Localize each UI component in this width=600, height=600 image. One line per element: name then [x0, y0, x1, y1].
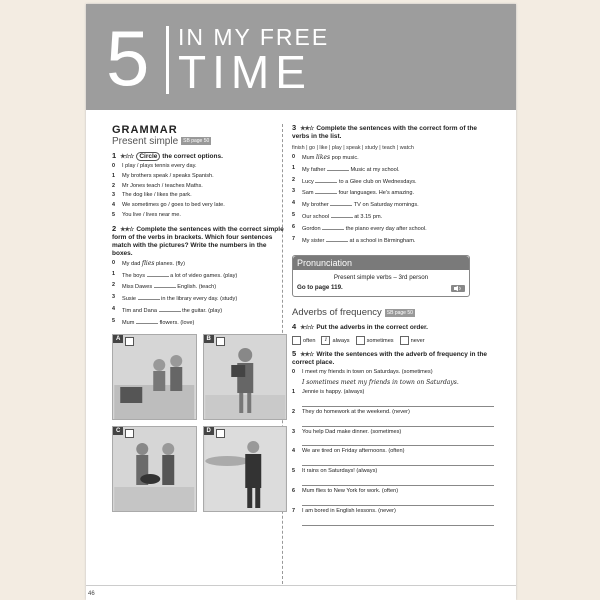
- answer-box[interactable]: [125, 429, 134, 438]
- example-answer: I sometimes meet my friends in town on Saturdays.: [302, 379, 459, 387]
- list-item: [112, 260, 287, 269]
- list-item: [292, 236, 494, 246]
- item-number: 4: [112, 305, 115, 312]
- answer-blank[interactable]: [147, 271, 169, 277]
- answer-blank[interactable]: [138, 294, 160, 300]
- exercise-4-heading: [292, 323, 494, 332]
- answer-blank[interactable]: [159, 306, 181, 312]
- answer-blank[interactable]: [327, 165, 349, 171]
- list-item: [112, 306, 287, 316]
- picture-label: A: [113, 335, 123, 343]
- picture-label: D: [204, 427, 214, 435]
- item-number: 7: [292, 507, 295, 514]
- list-item: [112, 163, 287, 171]
- item-post: flowers. (love): [159, 319, 195, 326]
- item-number: 7: [292, 235, 295, 242]
- pronunciation-goto-row: [297, 283, 465, 293]
- answer-box[interactable]: [125, 337, 134, 346]
- item-number: 6: [292, 223, 295, 230]
- adverbs-heading: [292, 307, 494, 318]
- item-number: 1: [292, 388, 295, 395]
- picture-label: C: [113, 427, 123, 435]
- item-number: 3: [292, 188, 295, 195]
- item-post: at a school in Birmingham.: [349, 237, 416, 244]
- audio-icon[interactable]: [451, 285, 465, 292]
- list-item: [292, 409, 494, 417]
- difficulty-stars: ★☆☆: [300, 325, 314, 332]
- item-pre: Susie: [122, 296, 136, 303]
- exercise-3-heading: [292, 124, 494, 141]
- order-box[interactable]: 1: [321, 336, 330, 345]
- exercise-instruction: Complete the sentences with the correct form of the verbs in the list.: [292, 125, 478, 140]
- exercise-number: 2: [112, 223, 117, 233]
- exercise-1-heading: [112, 152, 287, 161]
- exercise-3-items: [292, 154, 494, 245]
- list-item: [292, 177, 494, 187]
- answer-line[interactable]: [302, 397, 494, 407]
- exercise-number: 3: [292, 123, 297, 132]
- order-box[interactable]: [356, 336, 365, 345]
- list-item: [292, 154, 494, 163]
- answer-box[interactable]: [216, 429, 225, 438]
- list-item: [112, 183, 287, 191]
- picture-label: B: [204, 335, 214, 343]
- unit-banner: [86, 4, 516, 110]
- subheading-text: Present simple: [112, 136, 179, 147]
- item-number: 3: [112, 192, 115, 199]
- item-post: a lot of video games. (play): [170, 272, 238, 279]
- item-number: 2: [292, 408, 295, 415]
- item-text: We are tired on Friday afternoons. (often): [302, 448, 405, 455]
- exercise-5-items: [292, 369, 494, 525]
- list-item: [112, 173, 287, 181]
- picture-d: [203, 426, 288, 512]
- answer-blank[interactable]: [326, 236, 348, 242]
- item-text: The dog like / likes the park.: [122, 192, 192, 199]
- list-item: [112, 282, 287, 292]
- difficulty-stars: ★★☆: [120, 226, 134, 233]
- item-number: 5: [112, 211, 115, 218]
- item-text: I meet my friends in town on Saturdays. (sometimes): [302, 369, 433, 376]
- list-item: [112, 294, 287, 304]
- item-number: 5: [292, 468, 295, 475]
- item-text: Jennie is happy. (always): [302, 388, 365, 395]
- list-item: [292, 224, 494, 234]
- pilot-illustration: [204, 427, 287, 511]
- item-text: I play / plays tennis every day.: [122, 163, 197, 169]
- word-list: finish | go | like | play | speak | study | teach | watch: [292, 145, 414, 151]
- list-item: [112, 271, 287, 281]
- item-number: 4: [292, 448, 295, 455]
- adverb-option[interactable]: [292, 336, 315, 345]
- sb-ref-badge: SB page 50: [183, 138, 210, 145]
- list-item: [292, 165, 494, 175]
- item-number: 4: [292, 200, 295, 207]
- difficulty-stars: ★★☆: [300, 126, 314, 132]
- banner-divider: [166, 26, 169, 94]
- exercise-2-heading: [112, 225, 287, 258]
- boys-gaming-illustration: [113, 335, 196, 419]
- item-number: 2: [112, 282, 115, 289]
- item-number: 5: [292, 211, 295, 218]
- item-text: You help Dad make dinner. (sometimes): [302, 428, 402, 435]
- item-number: 0: [112, 259, 115, 266]
- adverb-option[interactable]: [400, 336, 425, 345]
- answer-blank[interactable]: [315, 177, 337, 183]
- item-text: I am bored in English lessons. (never): [302, 507, 396, 514]
- item-pre: Miss Dawes: [122, 284, 153, 291]
- answer-blank[interactable]: [136, 318, 158, 324]
- adverbs-heading-text: Adverbs of frequency: [292, 307, 382, 319]
- circle-word: Circle: [136, 152, 160, 161]
- item-pre: The boys: [122, 272, 146, 279]
- example-answer-line: [302, 379, 494, 387]
- list-item: [112, 192, 287, 200]
- item-post: Music at my school.: [350, 166, 400, 173]
- unit-title-line2: TIME: [178, 46, 312, 98]
- exercise-number: 5: [292, 349, 297, 359]
- item-post: to a Glee club on Wednesdays.: [338, 178, 417, 185]
- goto-link[interactable]: Go to page 119.: [297, 284, 343, 292]
- item-number: 0: [112, 163, 115, 169]
- answer-line[interactable]: [302, 476, 494, 486]
- item-post: the piano every day after school.: [345, 225, 427, 232]
- item-pre: Lucy: [302, 178, 314, 185]
- item-post: at 3.15 pm.: [354, 213, 383, 220]
- item-text: It rains on Saturdays! (always): [302, 468, 378, 475]
- item-number: 6: [292, 487, 295, 494]
- item-text: They do homework at the weekend. (never): [302, 408, 410, 415]
- list-item: [292, 448, 494, 456]
- adverb-label: always: [332, 338, 350, 345]
- item-number: 0: [292, 154, 295, 160]
- answer-line[interactable]: [302, 436, 494, 446]
- exercise-1-items: [112, 163, 287, 220]
- workbook-page: [86, 4, 516, 600]
- exercise-instruction: Complete the sentences with the correct simple form of the verbs in brackets. Which four sentences match with the pictures? Write the numbers in the boxes.: [112, 225, 284, 257]
- unit-title-line1: IN MY FREE: [178, 24, 330, 50]
- adverb-option[interactable]: [356, 336, 394, 345]
- list-item: [112, 318, 287, 328]
- answer-line[interactable]: [302, 516, 494, 526]
- item-pre: Our school: [302, 213, 330, 220]
- list-item: [112, 202, 287, 210]
- item-pre: My father: [302, 166, 326, 173]
- grammar-subheading: [112, 136, 287, 147]
- item-pre: My dad: [122, 260, 141, 267]
- list-item: [292, 212, 494, 222]
- exercise-number: 4: [292, 322, 297, 332]
- item-post: in the library every day. (study): [161, 296, 238, 303]
- list-item: [112, 212, 287, 220]
- item-number: 3: [112, 294, 115, 301]
- item-text: You live / lives near me.: [122, 211, 181, 218]
- item-pre: My brother: [302, 202, 329, 209]
- exercise-instruction: Put the adverbs in the correct order.: [316, 324, 428, 332]
- picture-b: [203, 334, 288, 420]
- picture-a: [112, 334, 197, 420]
- item-text: My brothers speak / speaks Spanish.: [122, 172, 214, 179]
- item-pre: Mum: [302, 155, 315, 161]
- answer-blank[interactable]: [322, 224, 344, 230]
- answer-box[interactable]: [216, 337, 225, 346]
- list-item: [292, 468, 494, 476]
- answer-blank[interactable]: [315, 188, 337, 194]
- adverb-option[interactable]: [321, 336, 349, 345]
- left-column: [112, 124, 287, 512]
- list-item: [292, 488, 494, 496]
- list-item: [292, 369, 494, 377]
- girl-studying-illustration: [204, 335, 287, 419]
- list-item: [292, 188, 494, 198]
- item-number: 0: [292, 369, 295, 376]
- item-number: 1: [292, 164, 295, 171]
- pronunciation-topic: Present simple verbs – 3rd person: [333, 274, 429, 282]
- item-post: English. (teach): [177, 284, 217, 291]
- list-item: [292, 508, 494, 516]
- answer-line[interactable]: [302, 456, 494, 466]
- sb-ref-badge: SB page 50: [386, 309, 413, 316]
- list-item: [292, 389, 494, 397]
- item-pre: Sam: [302, 190, 314, 197]
- item-post: pop music.: [331, 155, 359, 161]
- example-answer: likes: [316, 154, 331, 161]
- answer-blank[interactable]: [154, 282, 176, 288]
- exercise-instruction: the correct options.: [162, 153, 223, 160]
- exercise-instruction: Write the sentences with the adverb of frequency in the correct place.: [292, 351, 488, 367]
- item-number: 1: [112, 270, 115, 277]
- item-text: Mr Jones teach / teaches Maths.: [122, 182, 203, 189]
- guitar-players-illustration: [113, 427, 196, 511]
- adverb-label: never: [410, 338, 425, 345]
- item-pre: My sister: [302, 237, 325, 244]
- item-post: TV on Saturday mornings.: [353, 202, 419, 209]
- item-pre: Mum: [122, 319, 135, 326]
- item-number: 5: [112, 317, 115, 324]
- pronunciation-heading: Pronunciation: [293, 256, 469, 270]
- adverb-label: sometimes: [366, 338, 394, 345]
- example-answer: flies: [141, 259, 155, 267]
- grammar-heading: GRAMMAR: [112, 124, 178, 136]
- item-post: the guitar. (play): [182, 307, 223, 314]
- item-post: four languages. He's amazing.: [338, 190, 415, 197]
- answer-line[interactable]: [302, 496, 494, 506]
- item-text: We sometimes go / goes to bed very late.: [122, 202, 225, 209]
- exercise-2-items: [112, 260, 287, 328]
- adverb-options: [292, 336, 494, 345]
- list-item: [292, 429, 494, 437]
- item-number: 3: [292, 428, 295, 435]
- item-text: Mum flies to New York for work. (often): [302, 487, 399, 494]
- item-number: 1: [112, 172, 115, 179]
- item-number: 2: [112, 182, 115, 189]
- exercise-number: 1: [112, 151, 117, 160]
- item-pre: Gordon: [302, 225, 321, 232]
- list-item: [292, 200, 494, 210]
- answer-blank[interactable]: [330, 200, 352, 206]
- item-post: planes. (fly): [156, 260, 185, 267]
- difficulty-stars: ★☆☆: [120, 154, 134, 160]
- unit-number: 5: [106, 14, 150, 102]
- item-number: 4: [112, 202, 115, 209]
- exercise-5-heading: [292, 350, 494, 367]
- pronunciation-body: [293, 270, 469, 296]
- difficulty-stars: ★★☆: [300, 352, 314, 359]
- answer-line[interactable]: [302, 417, 494, 427]
- picture-grid: [112, 334, 287, 512]
- right-column: [292, 124, 494, 526]
- order-box[interactable]: [292, 336, 301, 345]
- answer-blank[interactable]: [331, 212, 353, 218]
- pronunciation-box: [292, 255, 470, 297]
- item-number: 2: [292, 176, 295, 183]
- adverb-label: often: [303, 338, 316, 345]
- order-box[interactable]: [400, 336, 409, 345]
- page-number: 46: [88, 591, 95, 597]
- footer-rule: [86, 585, 516, 586]
- picture-c: [112, 426, 197, 512]
- item-pre: Tim and Dana: [122, 307, 157, 314]
